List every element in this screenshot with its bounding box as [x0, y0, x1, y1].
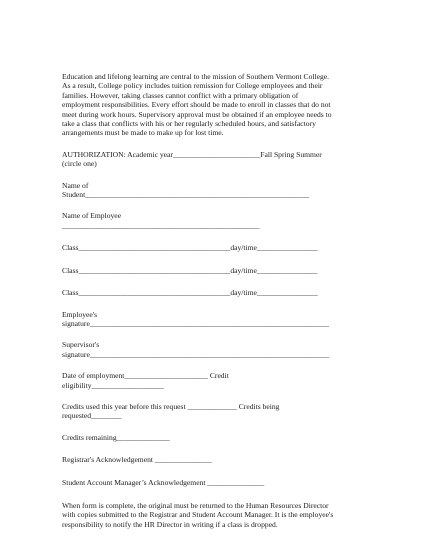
authorization-line: AUTHORIZATION: Academic year_______________________Fall Spring Summer [62, 149, 322, 159]
employment-field [62, 371, 372, 390]
supervisor-signature-blank: signature_______________________________________________________________ [62, 349, 330, 359]
student-name-label: Name of [62, 180, 89, 190]
credits-used-field [62, 402, 372, 421]
credits-requested-line: requested________ [62, 411, 122, 421]
class-line-3: Class________________________________________day/time________________ [62, 288, 318, 298]
credits-used-line: Credits used this year before this request _____________ Credits being [62, 401, 280, 411]
employment-date-line: Date of employment______________________ Credit [62, 371, 229, 381]
supervisor-signature-label: Supervisor's [62, 340, 100, 350]
employee-signature-label: Employee's [62, 309, 98, 319]
employee-signature-blank: signature_______________________________________________________________ [62, 318, 330, 328]
circle-one-note: (circle one) [62, 159, 97, 169]
student-account-acknowledgement-line: Student Account Manager’s Acknowledgement _______________ [62, 477, 265, 487]
class-line-1: Class________________________________________day/time________________ [62, 243, 318, 253]
credits-remaining-line: Credits remaining______________ [62, 432, 170, 442]
student-name-blank: Student___________________________________________________________ [62, 190, 310, 200]
employee-name-field [62, 211, 372, 230]
employee-signature-field [62, 310, 372, 329]
closing-paragraph: When form is complete, the original must be returned to the Human Resources Director with copies submitted to the Registrar and Student Account Manager. It is the employee's responsibility to notify the HR Director in writing if a class is dropped. [62, 500, 334, 529]
student-name-field [62, 181, 372, 200]
registrar-acknowledgement-line: Registrar's Acknowledgement _______________ [62, 455, 212, 465]
employee-name-blank: ____________________________________________________ [62, 220, 260, 230]
class-line-2: Class________________________________________day/time________________ [62, 265, 318, 275]
employee-name-label: Name of Employee [62, 211, 122, 221]
authorization-section [62, 150, 372, 169]
tuition-remission-form [62, 72, 372, 529]
supervisor-signature-field [62, 340, 372, 359]
intro-paragraph: Education and lifelong learning are central to the mission of Southern Vermont College. As a result, College policy includes tuition remission for College employees and their families. However, taking classes cannot conflict with a primary obligation of employment responsibilities. Every effort should be made to enroll in classes that do not meet during work hours. Supervisory approval must be obtained if an employee needs to take a class that conflicts with his or her regularly scheduled hours, and satisfactory arrangements must be made to make up for lost time. [62, 72, 332, 138]
credit-eligibility-line: eligibility___________________ [62, 380, 164, 390]
